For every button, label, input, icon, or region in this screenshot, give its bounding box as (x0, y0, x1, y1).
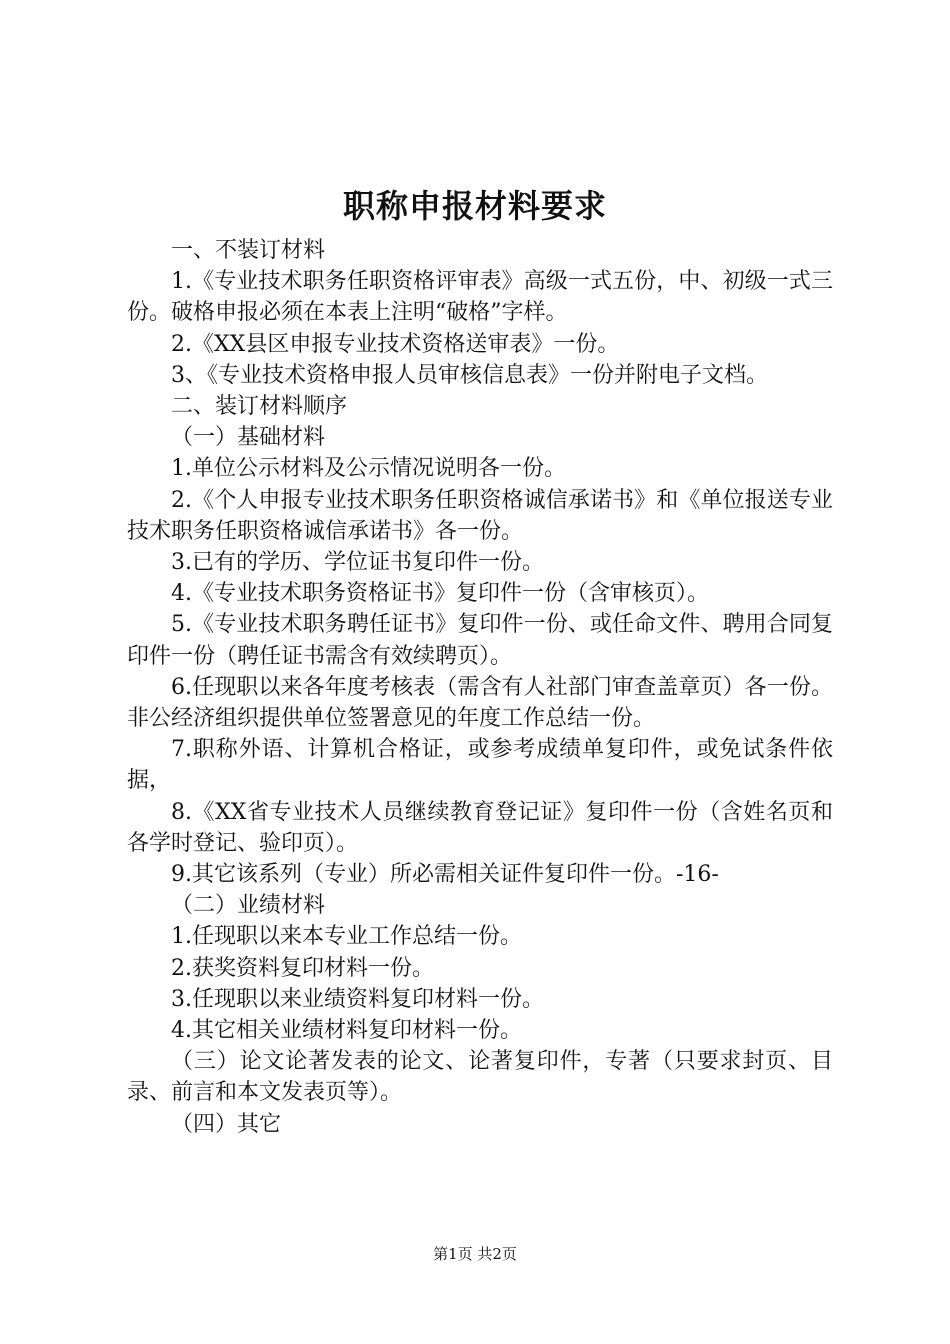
document-title: 职称申报材料要求 (342, 187, 607, 225)
paragraph: 1.单位公示材料及公示情况说明各一份。 (171, 456, 566, 482)
paragraph: （二）业绩材料 (171, 893, 326, 919)
paragraph: 8.《XX省专业技术人员继续教育登记证》复印件一份（含姓名页和各学时登记、验印页）。 (127, 799, 833, 856)
paragraph: 7.职称外语、计算机合格证，或参考成绩单复印件，或免试条件依据， (127, 737, 833, 794)
paragraph: 3.已有的学历、学位证书复印件一份。 (171, 550, 544, 576)
paragraph: 2.《个人申报专业技术职务任职资格诚信承诺书》和《单位报送专业技术职务任职资格诚信承诺书》各一份。 (127, 487, 833, 544)
paragraph: 1.任现职以来本专业工作总结一份。 (171, 924, 522, 950)
document-body (127, 235, 833, 1140)
paragraph: （三）论文论著发表的论文、论著复印件，专著（只要求封页、目录、前言和本文发表页等）。 (127, 1049, 833, 1106)
paragraph: 2.《XX县区申报专业技术资格送审表》一份。 (171, 331, 620, 357)
paragraph: 二、装订材料顺序 (171, 394, 348, 420)
paragraph: 4.其它相关业绩材料复印材料一份。 (171, 1018, 522, 1044)
paragraph: （四）其它 (171, 1111, 282, 1137)
paragraph: 9.其它该系列（专业）所必需相关证件复印件一份。-16- (171, 862, 719, 888)
paragraph: 一、不装订材料 (171, 238, 326, 263)
paragraph: 1.《专业技术职务任职资格评审表》高级一式五份，中、初级一式三份。破格申报必须在本表上注明“破格”字样。 (127, 269, 833, 326)
page-footer: 第1页 共2页 (433, 1245, 517, 1263)
paragraph: （一）基础材料 (171, 425, 326, 451)
paragraph: 4.《专业技术职务资格证书》复印件一份（含审核页）。 (171, 581, 709, 607)
paragraph: 3、《专业技术资格申报人员审核信息表》一份并附电子文档。 (171, 362, 768, 388)
paragraph: 3.任现职以来业绩资料复印材料一份。 (171, 986, 544, 1012)
paragraph: 2.获奖资料复印材料一份。 (171, 955, 434, 981)
paragraph: 6.任现职以来各年度考核表（需含有人社部门审查盖章页）各一份。非公经济组织提供单位签署意见的年度工作总结一份。 (127, 674, 833, 732)
paragraph: 5.《专业技术职务聘任证书》复印件一份、或任命文件、聘用合同复印件一份（聘任证书需含有效续聘页）。 (127, 612, 833, 669)
